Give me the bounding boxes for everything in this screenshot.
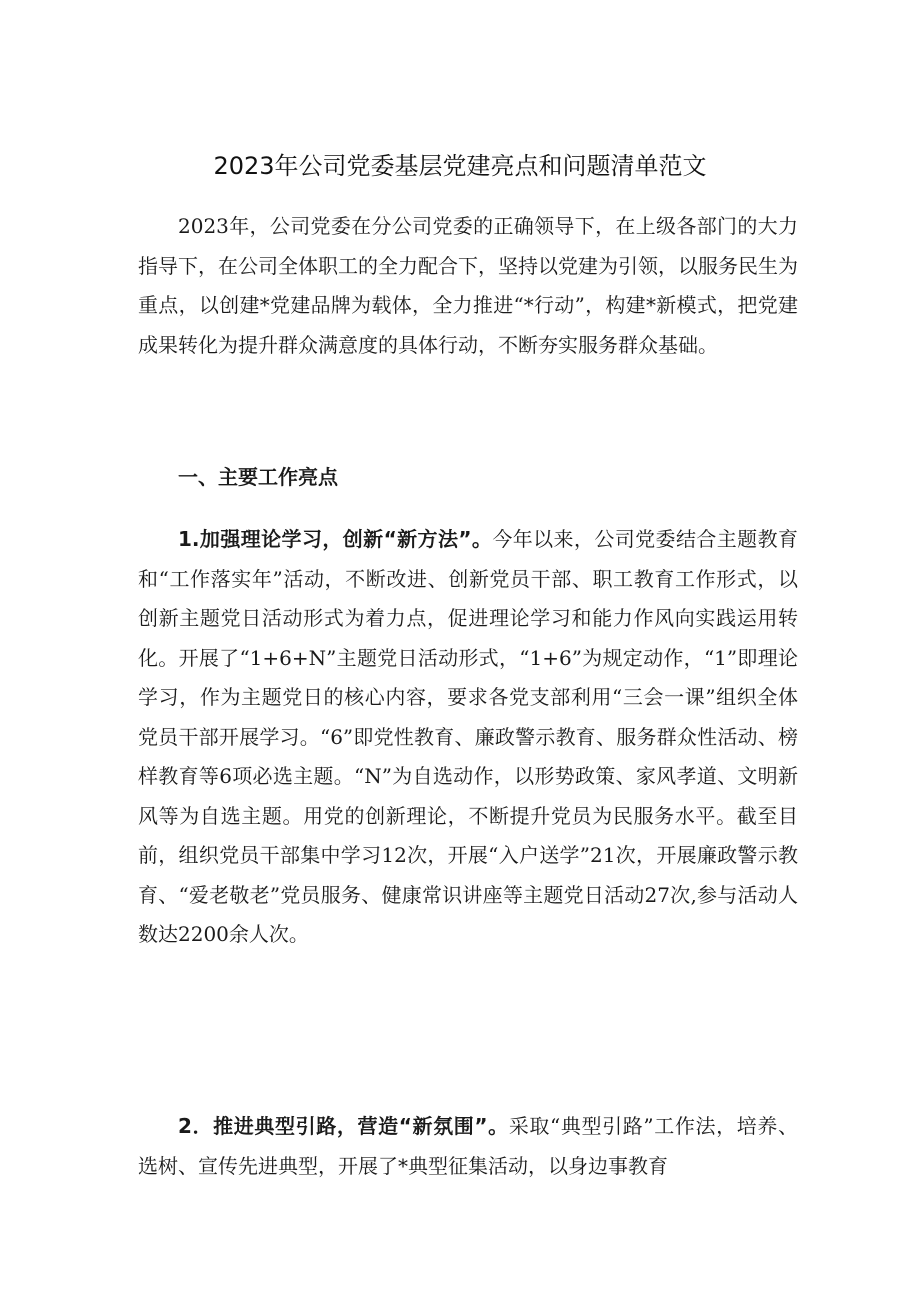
highlight-item-2-lead: 2．推进典型引路，营造“新氛围”。 — [178, 1114, 509, 1138]
highlight-item-2-body: 采取“典型引路”工作法，培养、选树、宣传先进典型，开展了*典型征集活动，以身边事教育 — [138, 1114, 798, 1178]
document-title: 2023年公司党委基层党建亮点和问题清单范文 — [213, 152, 707, 180]
intro-paragraph: 2023年，公司党委在分公司党委的正确领导下，在上级各部门的大力指导下，在公司全体职工的全力配合下，坚持以党建为引领，以服务民生为重点，以创建*党建品牌为载体，全力推进“*行动”，构建*新模式，把党建成果转化为提升群众满意度的具体行动，不断夯实服务群众基础。 — [138, 214, 798, 357]
highlight-item-1-body: 今年以来，公司党委结合主题教育和“工作落实年”活动，不断改进、创新党员干部、职工教育工作形式，以创新主题党日活动形式为着力点，促进理论学习和能力作风向实践运用转化。开展了“1+6+N”主题党日活动形式，“1+6”为规定动作，“1”即理论学习，作为主题党日的核心内容，要求各党支部利用“三会一课”组织全体党员干部开展学习。“6”即党性教育、廉政警示教育、服务群众性活动、榜样教育等6项必选主题。“N”为自选动作，以形势政策、家风孝道、文明新风等为自选主题。用党的创新理论，不断提升党员为民服务水平。截至目前，组织党员干部集中学习12次，开展“入户送学”21次，开展廉政警示教育、“爱老敬老”党员服务、健康常识讲座等主题党日活动27次,参与活动人数达2200余人次。 — [138, 527, 798, 946]
section-heading: 一、主要工作亮点 — [178, 465, 338, 489]
highlight-item-1-lead: 1.加强理论学习，创新“新方法”。 — [178, 527, 493, 551]
highlight-item-2 — [138, 1107, 798, 1186]
highlight-item-1 — [138, 520, 798, 955]
